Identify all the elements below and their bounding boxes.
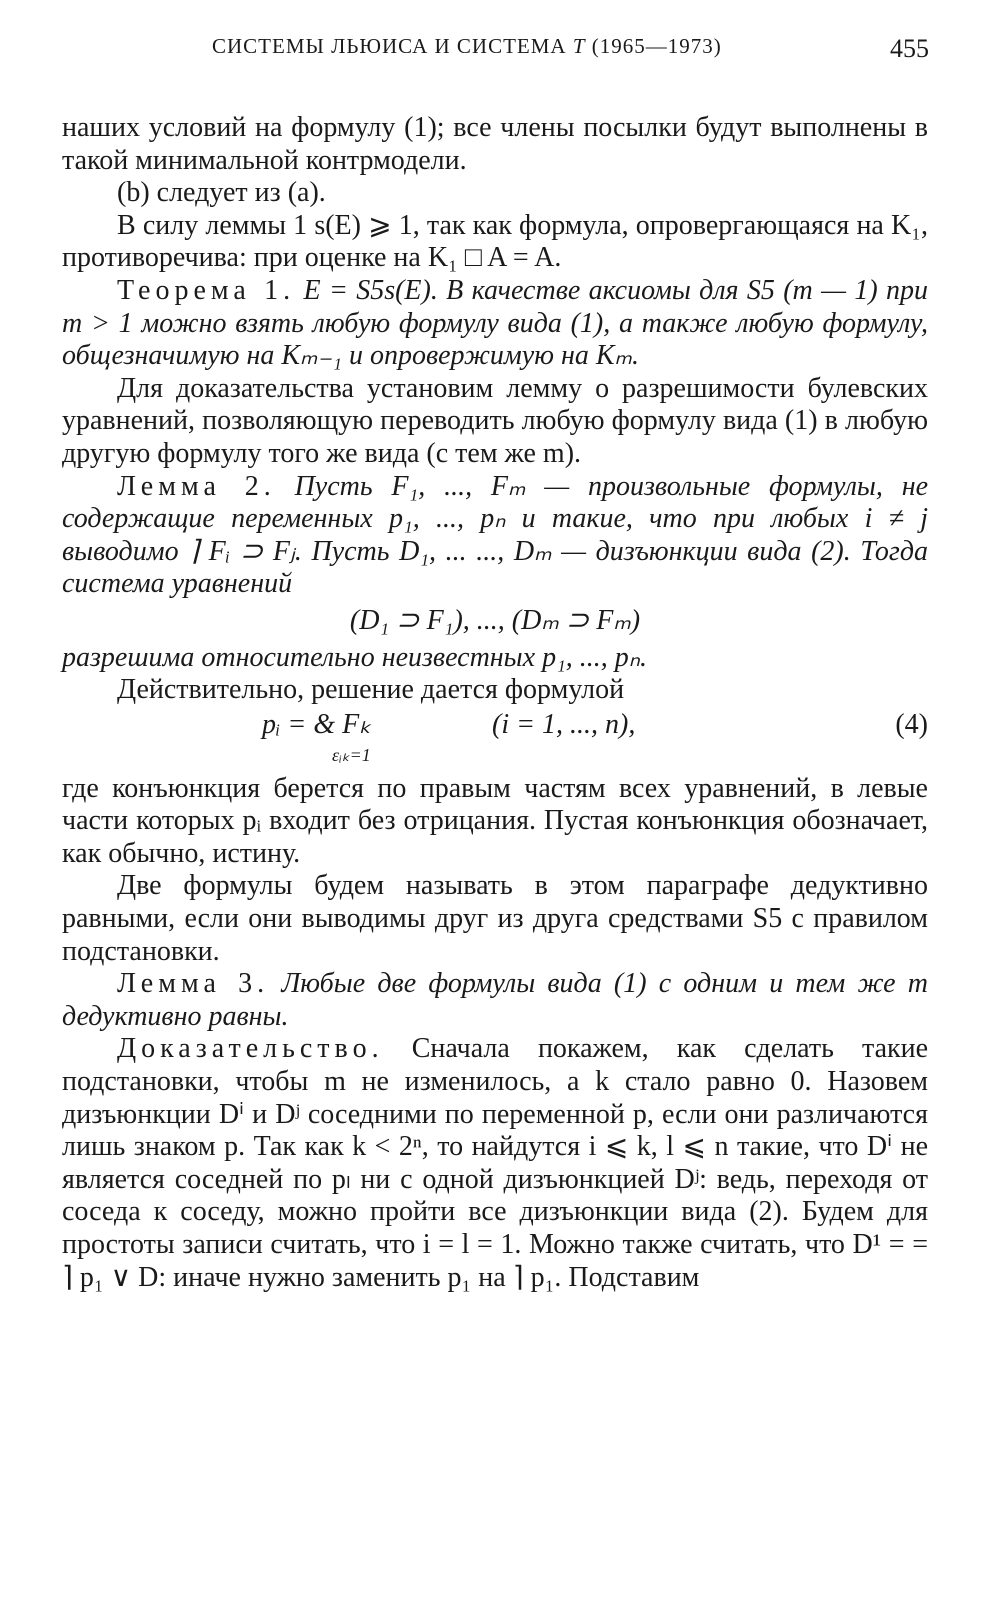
formula-4 bbox=[62, 709, 928, 771]
lemma-2 bbox=[62, 471, 928, 601]
equation-system: (D₁ ⊃ F₁), ..., (Dₘ ⊃ Fₘ) bbox=[349, 604, 641, 636]
paragraph: где конъюнкция берется по правым частям всех уравнений, в левые части которых pᵢ входит без отрицания. Пустая конъюнкция обозначает, как обычно, истину. bbox=[62, 772, 928, 869]
paragraph: Действительно, решение дается формулой bbox=[117, 674, 625, 706]
lemma-text: Любые две формулы вида (1) с одним и тем же m дедуктивно равны. bbox=[62, 968, 928, 1032]
lemma-text: Пусть F₁, ..., Fₘ — произвольные формулы, не содержащие переменных p₁, ..., pₙ и такие, что при любых i ≠ j выводимо ⌉ Fᵢ ⊃ Fⱼ. Пусть D₁, ... ..., Dₘ — дизъюнкции вида (2). Тогда система уравнений bbox=[62, 470, 929, 600]
paragraph: Для доказательства установим лемму о разрешимости булевских уравнений, позволяющую переводить любую формулу вида (1) в любую другую формулу того же вида (с тем же m). bbox=[62, 372, 928, 469]
lemma-3 bbox=[62, 968, 928, 1033]
running-title-var: T bbox=[572, 34, 586, 58]
theorem-label: Теорема 1. bbox=[117, 274, 296, 306]
running-title bbox=[212, 34, 722, 59]
formula-number: (4) bbox=[895, 708, 928, 740]
lemma-conclusion: разрешима относительно неизвестных p₁, ..., pₙ. bbox=[62, 641, 647, 673]
paragraph: Две формулы будем называть в этом параграфе дедуктивно равными, если они выводимы друг из друга средствами S5 с правилом подстановки. bbox=[62, 870, 928, 967]
lemma-label: Лемма 2. bbox=[117, 470, 276, 502]
proof-text: Сначала покажем, как сделать такие подстановки, чтобы m не изменилось, а k стало равно 0. Назовем дизъюнкции Dⁱ и Dʲ соседними по переменной p, если они различаются лишь знаком p. Так как k < 2ⁿ, то найдутся i ⩽ k, l ⩽ n такие, что Dⁱ не является соседней по pₗ ни с одной дизъюнкцией Dʲ: ведь, переходя от соседа к соседу, можно пройти все дизъюнкции вида (2). Будем для простоты записи считать, что i = l = 1. Можно также считать, что D¹ = = ⌉ p₁ ∨ D: иначе нужно заменить p₁ на ⌉ p₁. Подставим bbox=[62, 1033, 929, 1293]
paragraph: наших условий на формулу (1); все члены посылки будут выполнены в такой минимальной контрмодели. bbox=[62, 112, 928, 176]
formula-subscript: εᵢₖ=1 bbox=[332, 744, 371, 765]
running-title-years: (1965—1973) bbox=[591, 34, 722, 58]
paragraph: (b) следует из (a). bbox=[117, 177, 326, 209]
proof-label: Доказательство. bbox=[117, 1033, 384, 1065]
page-body bbox=[62, 112, 928, 1294]
paragraph: В силу леммы 1 s(E) ⩾ 1, так как формула, опровергающаяся на K₁, противоречива: при оценке на K₁ □ A = A. bbox=[62, 209, 928, 274]
lemma-label: Лемма 3. bbox=[117, 968, 270, 1000]
proof bbox=[62, 1033, 928, 1294]
formula-expression: pᵢ = & Fₖ bbox=[262, 708, 372, 740]
page-number: 455 bbox=[890, 34, 929, 63]
theorem-text: E = S5s(E). В качестве аксиомы для S5 (m — 1) при m > 1 можно взять любую формулу вида (1), а также любую формулу, общезначимую на Kₘ₋₁ и опровержимую на Kₘ. bbox=[62, 274, 929, 372]
formula-condition: (i = 1, ..., n), bbox=[492, 708, 636, 740]
theorem-1 bbox=[62, 275, 928, 373]
page-header bbox=[62, 34, 929, 74]
running-title-prefix: СИСТЕМЫ ЛЬЮИСА И СИСТЕМА bbox=[212, 34, 567, 58]
